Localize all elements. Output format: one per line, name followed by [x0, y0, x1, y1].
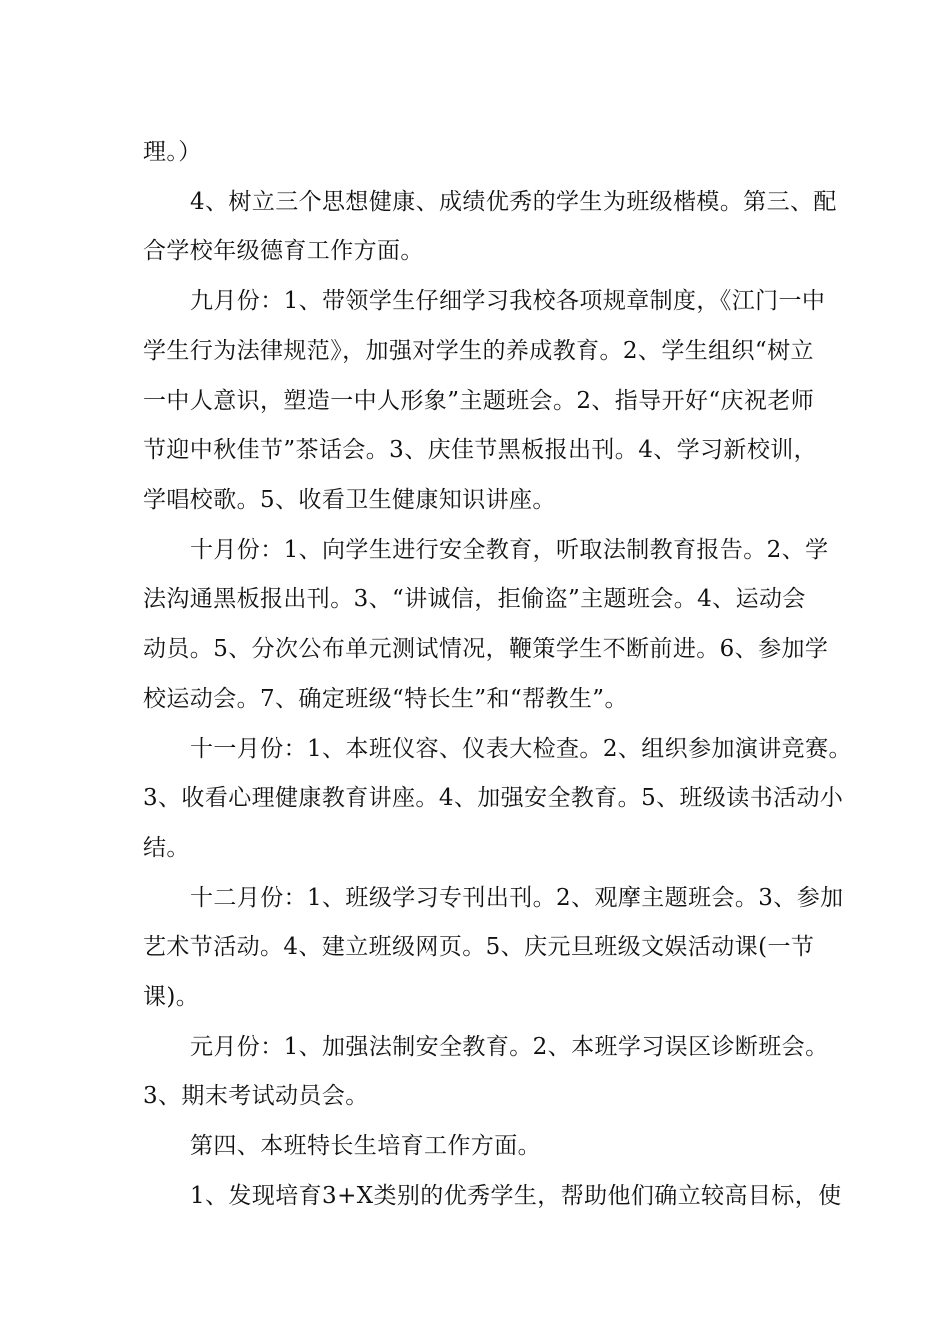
- text-line: 元月份：1、加强法制安全教育。2、本班学习误区诊断班会。: [190, 1034, 829, 1060]
- text-line: 九月份：1、带领学生仔细学习我校各项规章制度，《江门一中: [190, 288, 826, 314]
- text-line: 学生行为法律规范》，加强对学生的养成教育。2、学生组织“树立: [143, 338, 814, 364]
- text-line: 十月份：1、向学生进行安全教育，听取法制教育报告。2、学: [190, 537, 829, 563]
- text-line: 校运动会。7、确定班级“特长生”和“帮教生”。: [143, 686, 628, 712]
- text-line: 十二月份：1、班级学习专刊出刊。2、观摩主题班会。3、参加: [190, 885, 844, 911]
- text-line: 动员。5、分次公布单元测试情况，鞭策学生不断前进。6、参加学: [143, 636, 829, 662]
- text-line: 节迎中秋佳节”茶话会。3、庆佳节黑板报出刊。4、学习新校训，: [143, 437, 818, 463]
- text-line: 理。）: [143, 139, 202, 165]
- text-line: 十一月份：1、本班仪容、仪表大检查。2、组织参加演讲竞赛。: [190, 736, 852, 762]
- text-line: 3、收看心理健康教育讲座。4、加强安全教育。5、班级读书活动小: [143, 785, 844, 811]
- text-line: 一中人意识，塑造一中人形象”主题班会。2、指导开好“庆祝老师: [143, 388, 815, 414]
- text-line: 结。: [143, 835, 190, 861]
- text-line: 3、期末考试动员会。: [143, 1083, 369, 1109]
- text-line: 法沟通黑板报出刊。3、“讲诚信，拒偷盗”主题班会。4、运动会: [143, 586, 806, 612]
- text-line: 4、树立三个思想健康、成绩优秀的学生为班级楷模。第三、配: [190, 189, 837, 215]
- text-line: 1、发现培育3+X类别的优秀学生，帮助他们确立较高目标，使: [190, 1183, 842, 1209]
- text-line: 学唱校歌。5、收看卫生健康知识讲座。: [143, 487, 556, 513]
- section-heading: 第四、本班特长生培育工作方面。: [190, 1133, 541, 1159]
- text-line: 课)。: [143, 984, 200, 1010]
- text-line: 艺术节活动。4、建立班级网页。5、庆元旦班级文娱活动课(一节: [143, 934, 815, 960]
- text-line: 合学校年级德育工作方面。: [143, 238, 424, 264]
